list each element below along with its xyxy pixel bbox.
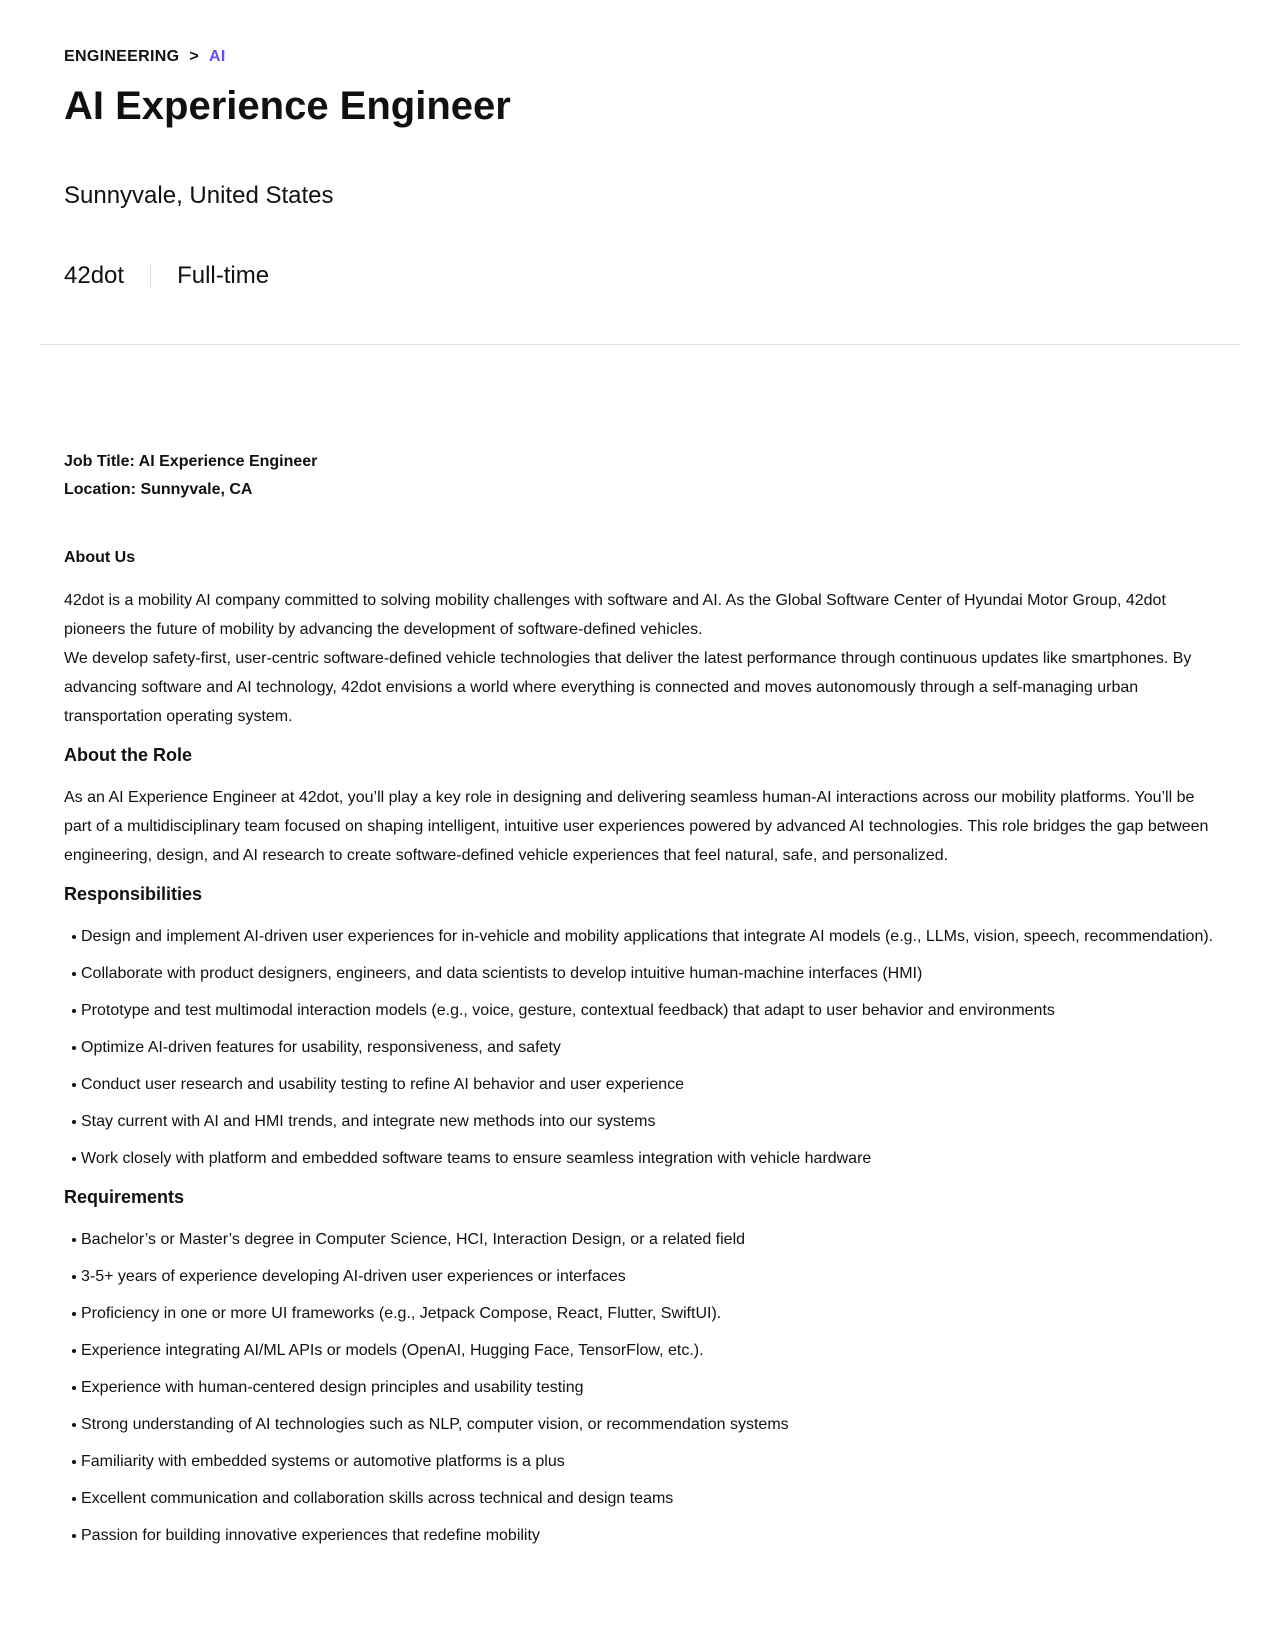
list-item bbox=[64, 959, 1224, 988]
list-item bbox=[64, 1107, 1224, 1136]
responsibilities-list bbox=[64, 922, 1224, 1173]
list-item bbox=[64, 1521, 1224, 1550]
bullet-icon bbox=[72, 1120, 76, 1124]
breadcrumb-ai[interactable]: AI bbox=[208, 48, 226, 65]
breadcrumb-engineering[interactable]: ENGINEERING bbox=[64, 48, 180, 65]
list-item bbox=[64, 1373, 1224, 1402]
list-item-text: 3-5+ years of experience developing AI-driven user experiences or interfaces bbox=[81, 1268, 626, 1285]
bullet-icon bbox=[72, 1460, 76, 1464]
about-us-section bbox=[64, 586, 1224, 731]
list-item bbox=[64, 1033, 1224, 1062]
breadcrumb-separator: > bbox=[189, 48, 199, 65]
meta-divider bbox=[150, 263, 151, 289]
about-role-paragraph: As an AI Experience Engineer at 42dot, you’ll play a key role in designing and delivering seamless human-AI interactions across our mobility platforms. You’ll be part of a multidisciplinary team focused on shaping intelligent, intuitive user experiences powered by advanced AI technologies. This role bridges the gap between engineering, design, and AI research to create software-defined vehicle experiences that feel natural, safe, and personalized. bbox=[64, 789, 1209, 864]
bullet-icon bbox=[72, 1497, 76, 1501]
list-item-text: Conduct user research and usability testing to refine AI behavior and user experience bbox=[81, 1076, 685, 1093]
list-item bbox=[64, 1484, 1224, 1513]
breadcrumb bbox=[64, 48, 226, 66]
list-item bbox=[64, 996, 1224, 1025]
responsibilities-heading: Responsibilities bbox=[64, 884, 203, 904]
bullet-icon bbox=[72, 1046, 76, 1050]
bullet-icon bbox=[72, 1386, 76, 1390]
bullet-icon bbox=[72, 1275, 76, 1279]
job-location: Sunnyvale, United States bbox=[64, 182, 334, 209]
requirements-list bbox=[64, 1225, 1224, 1550]
list-item-text: Prototype and test multimodal interaction models (e.g., voice, gesture, contextual feedback) that adapt to user behavior and environments bbox=[81, 1002, 1055, 1019]
list-item-text: Collaborate with product designers, engineers, and data scientists to develop intuitive human-machine interfaces (HMI) bbox=[81, 965, 923, 982]
list-item bbox=[64, 1225, 1224, 1254]
list-item bbox=[64, 1336, 1224, 1365]
job-meta bbox=[64, 260, 269, 292]
requirements-heading: Requirements bbox=[64, 1187, 185, 1207]
bullet-icon bbox=[72, 1423, 76, 1427]
list-item-text: Bachelor’s or Master’s degree in Computer Science, HCI, Interaction Design, or a related field bbox=[81, 1231, 746, 1248]
list-item bbox=[64, 1299, 1224, 1328]
about-role-section bbox=[64, 783, 1224, 870]
bullet-icon bbox=[72, 972, 76, 976]
list-item-text: Experience integrating AI/ML APIs or models (OpenAI, Hugging Face, TensorFlow, etc.). bbox=[81, 1342, 704, 1359]
bullet-icon bbox=[72, 1238, 76, 1242]
employment-type: Full-time bbox=[177, 262, 270, 289]
list-item bbox=[64, 1447, 1224, 1476]
list-item-text: Proficiency in one or more UI frameworks (e.g., Jetpack Compose, React, Flutter, SwiftUI). bbox=[81, 1305, 722, 1322]
bullet-icon bbox=[72, 1534, 76, 1538]
list-item-text: Experience with human-centered design principles and usability testing bbox=[81, 1379, 584, 1396]
page-title: AI Experience Engineer bbox=[64, 84, 511, 128]
header-divider bbox=[40, 344, 1240, 345]
list-item-text: Stay current with AI and HMI trends, and integrate new methods into our systems bbox=[81, 1113, 656, 1130]
list-item-text: Excellent communication and collaboration skills across technical and design teams bbox=[81, 1490, 674, 1507]
bullet-icon bbox=[72, 1312, 76, 1316]
bullet-icon bbox=[72, 935, 76, 939]
list-item bbox=[64, 1070, 1224, 1099]
bullet-icon bbox=[72, 1157, 76, 1161]
list-item-text: Passion for building innovative experiences that redefine mobility bbox=[81, 1527, 540, 1544]
list-item-text: Work closely with platform and embedded software teams to ensure seamless integration with vehicle hardware bbox=[81, 1150, 872, 1167]
bullet-icon bbox=[72, 1009, 76, 1013]
list-item-text: Optimize AI-driven features for usability, responsiveness, and safety bbox=[81, 1039, 561, 1056]
job-title-line: Job Title: AI Experience Engineer bbox=[64, 453, 318, 470]
list-item bbox=[64, 922, 1224, 951]
job-description bbox=[64, 448, 1224, 1558]
bullet-icon bbox=[72, 1349, 76, 1353]
location-line: Location: Sunnyvale, CA bbox=[64, 481, 253, 498]
list-item bbox=[64, 1144, 1224, 1173]
bullet-icon bbox=[72, 1083, 76, 1087]
list-item bbox=[64, 1410, 1224, 1439]
list-item-text: Familiarity with embedded systems or automotive platforms is a plus bbox=[81, 1453, 565, 1470]
list-item bbox=[64, 1262, 1224, 1291]
about-us-paragraph: We develop safety-first, user-centric software-defined vehicle technologies that deliver the latest performance through continuous updates like smartphones. By advancing software and AI technology, 42dot envisions a world where everything is connected and moves autonomously through a self-managing urban transportation operating system. bbox=[64, 650, 1192, 725]
list-item-text: Design and implement AI-driven user experiences for in-vehicle and mobility applications that integrate AI models (e.g., LLMs, vision, speech, recommendation). bbox=[81, 928, 1214, 945]
list-item-text: Strong understanding of AI technologies such as NLP, computer vision, or recommendation systems bbox=[81, 1416, 789, 1433]
about-us-paragraph: 42dot is a mobility AI company committed to solving mobility challenges with software and AI. As the Global Software Center of Hyundai Motor Group, 42dot pioneers the future of mobility by advancing the development of software-defined vehicles. bbox=[64, 592, 1166, 638]
company-name: 42dot bbox=[64, 262, 125, 289]
about-role-heading: About the Role bbox=[64, 745, 192, 765]
about-us-heading: About Us bbox=[64, 549, 136, 566]
